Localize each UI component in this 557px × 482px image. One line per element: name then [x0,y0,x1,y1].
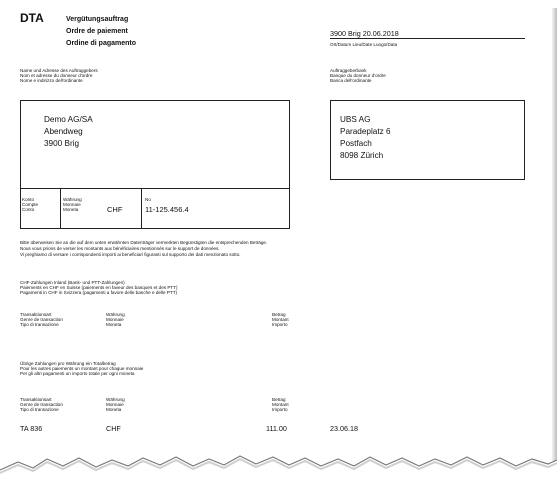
section1-col-type-de: Transaktionsart [20,312,52,317]
section1-title-de: CHF-Zahlungen Inland (Bank- und PTT-Zahlungen) [20,280,125,285]
section2-title-fr: Pour les autres paiements un montant pour chaque monnaie [20,366,144,371]
account-label-it: Conto [22,207,35,212]
section1-col-amount-de: Betrag [272,312,286,317]
instruction-it: Vi preghiamo di versare i corrispondenti importi ai beneficiari figuranti sul supporto dei dati menzionato sotto. [20,252,241,257]
bank-line-3: Postfach [340,139,372,148]
orderer-line-2: Abendweg [44,127,83,136]
row-currency: CHF [106,424,121,433]
section2-col-type-it: Tipo di transazione [20,407,59,412]
instruction-de: Bitte überweisen Sie an die auf dem unten erwähnten Datenträger vermerkten Begünstigten die entsprechenden Beträge. [20,240,268,245]
row-date: 23.06.18 [330,424,358,433]
section2-title-it: Per gli altri pagamenti un importo totale per ogni moneta [20,371,135,376]
section2-title-de: Übrige Zahlungen pro Währung ein Totalbetrag [20,361,116,366]
orderer-label-de: Name und Adresse des Auftraggebers [20,68,98,73]
bank-label-fr: Banque du donneur d'ordre [330,73,386,78]
section1-col-type-fr: Genre de transaction [20,317,63,322]
orderer-line-1: Demo AG/SA [44,115,93,124]
section2-col-type-fr: Genre de transaction [20,402,63,407]
section2-col-amount-fr: Montant [272,402,289,407]
section1-col-currency-it: Moneta [106,322,122,327]
instruction-fr: Nous vous prions de verser les montants aux bénéficiaires mentionnés sur le support de données. [20,246,220,251]
dta-logo: DTA [20,11,44,25]
section1-col-amount-it: Importo [272,322,288,327]
section1-col-currency-fr: Monnaie [106,317,124,322]
currency-label-de: Währung [63,197,82,202]
section2-col-currency-it: Moneta [106,407,122,412]
number-label: No [145,197,151,202]
currency-label-it: Moneta [63,207,79,212]
bank-line-2: Paradeplatz 6 [340,127,391,136]
bank-line-1: UBS AG [340,115,371,124]
bank-label-it: Banca dell'ordinante [330,78,372,83]
section2-col-amount-it: Importo [272,407,288,412]
orderer-line-3: 3900 Brig [44,139,80,148]
section1-title-it: Pagamenti in CHF in Svizzera (pagamenti a favore delle banche e delle PTT) [20,290,178,295]
place-date-value: 3900 Brig 20.06.2018 [330,29,399,38]
bank-line-4: 8098 Zürich [340,151,384,160]
section1-title-fr: Paiements en CHF en Suisse (paiements en faveur des banques et des PTT) [20,285,178,290]
row-amount: 111.00 [266,424,287,433]
section1-col-currency-de: Währung [106,312,125,317]
section2-col-currency-fr: Monnaie [106,402,124,407]
orderer-label-it: Nome e indirizzo dell'ordinante [20,78,83,83]
row-type: TA 836 [20,424,43,433]
bank-label-de: Auftraggeberbank [330,68,367,73]
account-number: 11-125.456.4 [145,205,189,214]
title-de: Vergütungsauftrag [66,16,129,23]
account-label-de: Konto [22,197,35,202]
title-it: Ordine di pagamento [66,40,137,47]
title-fr: Ordre de paiement [66,28,128,35]
account-label-fr: Compte [22,202,39,207]
section2-col-type-de: Transaktionsart [20,397,52,402]
place-date-labels: Ort/Datum Lieu/Date Luogo/Data [330,42,398,47]
orderer-label-fr: Nom et adresse du donneur d'ordre [20,73,93,78]
section1-col-type-it: Tipo di transazione [20,322,59,327]
section1-col-amount-fr: Montant [272,317,289,322]
section2-col-currency-de: Währung [106,397,125,402]
section2-col-amount-de: Betrag [272,397,286,402]
orderer-currency: CHF [107,205,123,214]
currency-label-fr: Monnaie [63,202,81,207]
